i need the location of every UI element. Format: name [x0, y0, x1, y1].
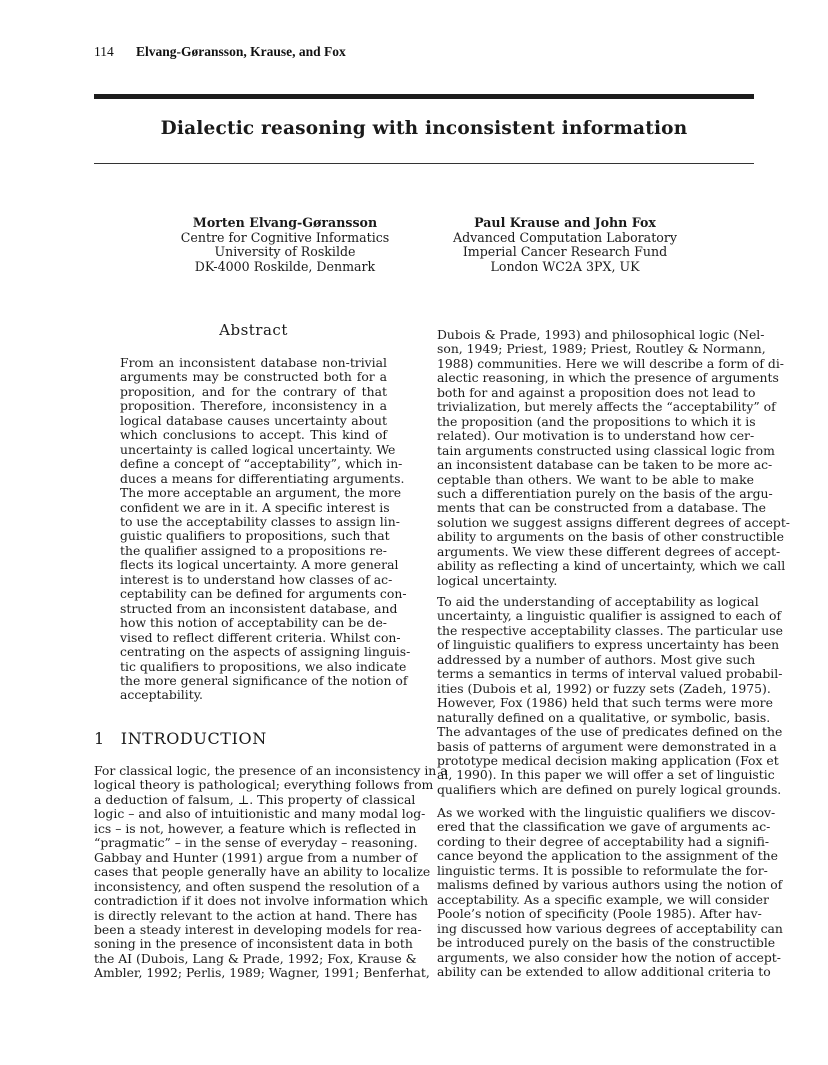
- page-number: 114: [94, 44, 114, 59]
- text-line: alectic reasoning, in which the presence of arguments: [437, 370, 779, 386]
- author-name: Paul Krause and John Fox: [474, 215, 656, 230]
- text-line: ing discussed how various degrees of acceptability can: [437, 920, 783, 936]
- text-line: acceptability.: [120, 687, 203, 703]
- text-line: tain arguments constructed using classical logic from: [437, 442, 775, 458]
- right-column-paragraph-1: [437, 327, 790, 588]
- text-line: how this notion of acceptability can be de-: [120, 615, 387, 631]
- text-line: uncertainty is called logical uncertainty. We: [120, 441, 396, 457]
- affiliation-line: London WC2A 3PX, UK: [490, 258, 640, 274]
- introduction-body: [94, 763, 448, 981]
- text-line: which conclusions to accept. This kind of: [120, 427, 387, 443]
- abstract-body: [120, 355, 411, 703]
- text-line: a deduction of falsum, ⊥. This property of classical: [94, 791, 416, 807]
- text-line: been a steady interest in developing models for rea-: [94, 921, 422, 937]
- text-line: cording to their degree of acceptability had a signifi-: [437, 833, 770, 849]
- text-line: For classical logic, the presence of an inconsistency in a: [94, 763, 448, 778]
- author-name: Morten Elvang-Gøransson: [192, 215, 378, 230]
- text-line: duces a means for differentiating arguments.: [120, 470, 405, 486]
- text-line: the AI (Dubois, Lang & Prade, 1992; Fox, Krause &: [94, 950, 417, 966]
- running-header: [94, 44, 346, 60]
- affiliation-line: DK-4000 Roskilde, Denmark: [194, 258, 376, 274]
- text-line: soning in the presence of inconsistent data in both: [94, 936, 413, 952]
- text-line: the more general significance of the notion of: [120, 672, 408, 688]
- text-line: both for and against a proposition does not lead to: [437, 384, 756, 400]
- text-line: cance beyond the application to the assignment of the: [437, 848, 778, 864]
- text-line: be introduced purely on the basis of the constructible: [437, 935, 776, 951]
- running-authors: Elvang-Gøransson, Krause, and Fox: [136, 44, 346, 59]
- text-line: logical uncertainty.: [437, 572, 558, 588]
- text-line: uncertainty, a linguistic qualifier is assigned to each of: [437, 608, 782, 624]
- text-line: logical theory is pathological; everything follows from: [94, 777, 434, 793]
- text-line: such a differentiation purely on the basis of the argu-: [437, 485, 773, 501]
- affiliation-line: Imperial Cancer Research Fund: [462, 244, 668, 260]
- text-line: However, Fox (1986) held that such terms were more: [437, 695, 773, 711]
- text-line: tic qualifiers to propositions, we also indicate: [120, 658, 407, 674]
- text-line: qualifiers which are defined on purely logical grounds.: [437, 781, 782, 797]
- text-line: 1988) communities. Here we will describe a form of di-: [437, 355, 784, 371]
- author-block-right: [440, 216, 690, 274]
- text-line: to use the acceptability classes to assign lin-: [120, 513, 400, 529]
- title-bottom-rule: [94, 163, 754, 164]
- text-line: flects its logical uncertainty. A more general: [120, 557, 399, 573]
- text-line: acceptability. As a specific example, we will consider: [437, 891, 769, 907]
- text-line: ability to arguments on the basis of other constructible: [437, 529, 784, 545]
- text-line: son, 1949; Priest, 1989; Priest, Routley & Normann,: [437, 341, 766, 357]
- text-line: of linguistic qualifiers to express uncertainty has been: [437, 637, 780, 653]
- text-line: inconsistency, and often suspend the resolution of a: [94, 878, 420, 894]
- text-line: interest is to understand how classes of ac-: [120, 571, 393, 587]
- text-line: prototype medical decision making application (Fox et: [437, 752, 779, 768]
- text-line: arguments may be constructed both for a: [120, 369, 387, 385]
- section-number: 1: [94, 729, 105, 748]
- text-line: Poole’s notion of specificity (Poole 1985). After hav-: [437, 906, 762, 922]
- text-line: malisms defined by various authors using the notion of: [437, 877, 783, 893]
- text-line: proposition. Therefore, inconsistency in a: [120, 398, 387, 414]
- affiliation-line: Centre for Cognitive Informatics: [180, 229, 390, 245]
- section-heading: [94, 729, 267, 748]
- text-line: ability as reflecting a kind of uncertainty, which we call: [437, 558, 786, 574]
- abstract-heading: Abstract: [219, 321, 288, 339]
- text-line: contradiction if it does not involve information which: [94, 893, 429, 909]
- text-line: an inconsistent database can be taken to be more ac-: [437, 457, 773, 473]
- text-line: As we worked with the linguistic qualifiers we discov-: [437, 805, 776, 820]
- paper-title: Dialectic reasoning with inconsistent information: [160, 118, 688, 139]
- text-line: logical database causes uncertainty about: [120, 412, 387, 428]
- text-line: is directly relevant to the action at hand. There has: [94, 907, 418, 923]
- affiliation-line: Advanced Computation Laboratory: [453, 229, 677, 245]
- text-line: ments that can be constructed from a database. The: [437, 500, 766, 516]
- right-column-paragraph-2: [437, 594, 783, 797]
- text-line: al, 1990). In this paper we will offer a set of linguistic: [437, 767, 775, 783]
- author-block-left: [180, 216, 390, 274]
- text-line: related). Our motivation is to understand how cer-: [437, 428, 755, 444]
- text-line: vised to reflect different criteria. Whilst con-: [120, 629, 401, 645]
- text-line: the respective acceptability classes. The particular use: [437, 622, 783, 638]
- text-line: define a concept of “acceptability”, which in-: [120, 456, 403, 472]
- text-line: ceptability can be defined for arguments con-: [120, 586, 407, 602]
- text-line: cases that people generally have an ability to localize: [94, 864, 431, 880]
- text-line: trivialization, but merely affects the “acceptability” of: [437, 399, 776, 415]
- text-line: To aid the understanding of acceptability as logical: [437, 594, 759, 609]
- text-line: arguments, we also consider how the notion of accept-: [437, 949, 781, 965]
- text-line: ability can be extended to allow additional criteria to: [437, 963, 771, 979]
- text-line: naturally defined on a qualitative, or symbolic, basis.: [437, 709, 771, 725]
- text-line: confident we are in it. A specific interest is: [120, 499, 390, 515]
- text-line: solution we suggest assigns different degrees of accept-: [437, 514, 790, 530]
- text-line: guistic qualifiers to propositions, such that: [120, 528, 390, 544]
- text-line: ered that the classification we gave of arguments ac-: [437, 819, 771, 835]
- text-line: structed from an inconsistent database, and: [120, 600, 398, 616]
- text-line: ics – is not, however, a feature which is reflected in: [94, 820, 417, 836]
- text-line: arguments. We view these different degrees of accept-: [437, 543, 781, 559]
- right-column-paragraph-3: [437, 805, 783, 979]
- text-line: addressed by a number of authors. Most give such: [437, 651, 756, 667]
- text-line: proposition, and for the contrary of that: [120, 383, 387, 399]
- text-line: Gabbay and Hunter (1991) argue from a number of: [94, 849, 418, 865]
- text-line: centrating on the aspects of assigning linguis-: [120, 644, 411, 660]
- text-line: ceptable than others. We want to be able to make: [437, 471, 754, 487]
- text-line: From an inconsistent database non-trivial: [120, 355, 387, 370]
- text-line: ities (Dubois et al, 1992) or fuzzy sets (Zadeh, 1975).: [437, 680, 771, 696]
- top-thick-rule: [94, 94, 754, 99]
- text-line: “pragmatic” – in the sense of everyday – reasoning.: [94, 835, 418, 851]
- text-line: The advantages of the use of predicates defined on the: [437, 724, 783, 740]
- affiliation-line: University of Roskilde: [214, 244, 356, 260]
- text-line: linguistic terms. It is possible to reformulate the for-: [437, 862, 768, 878]
- text-line: the qualifier assigned to a propositions re-: [120, 542, 387, 558]
- text-line: Ambler, 1992; Perlis, 1989; Wagner, 1991; Benferhat,: [94, 965, 430, 981]
- text-line: basis of patterns of argument were demonstrated in a: [437, 738, 777, 754]
- text-line: logic – and also of intuitionistic and many modal log-: [94, 806, 426, 822]
- text-line: the proposition (and the propositions to which it is: [437, 413, 756, 429]
- section-title: INTRODUCTION: [120, 729, 267, 748]
- text-line: Dubois & Prade, 1993) and philosophical logic (Nel-: [437, 327, 765, 342]
- text-line: The more acceptable an argument, the more: [120, 485, 402, 501]
- text-line: terms a semantics in terms of interval valued probabil-: [437, 666, 783, 682]
